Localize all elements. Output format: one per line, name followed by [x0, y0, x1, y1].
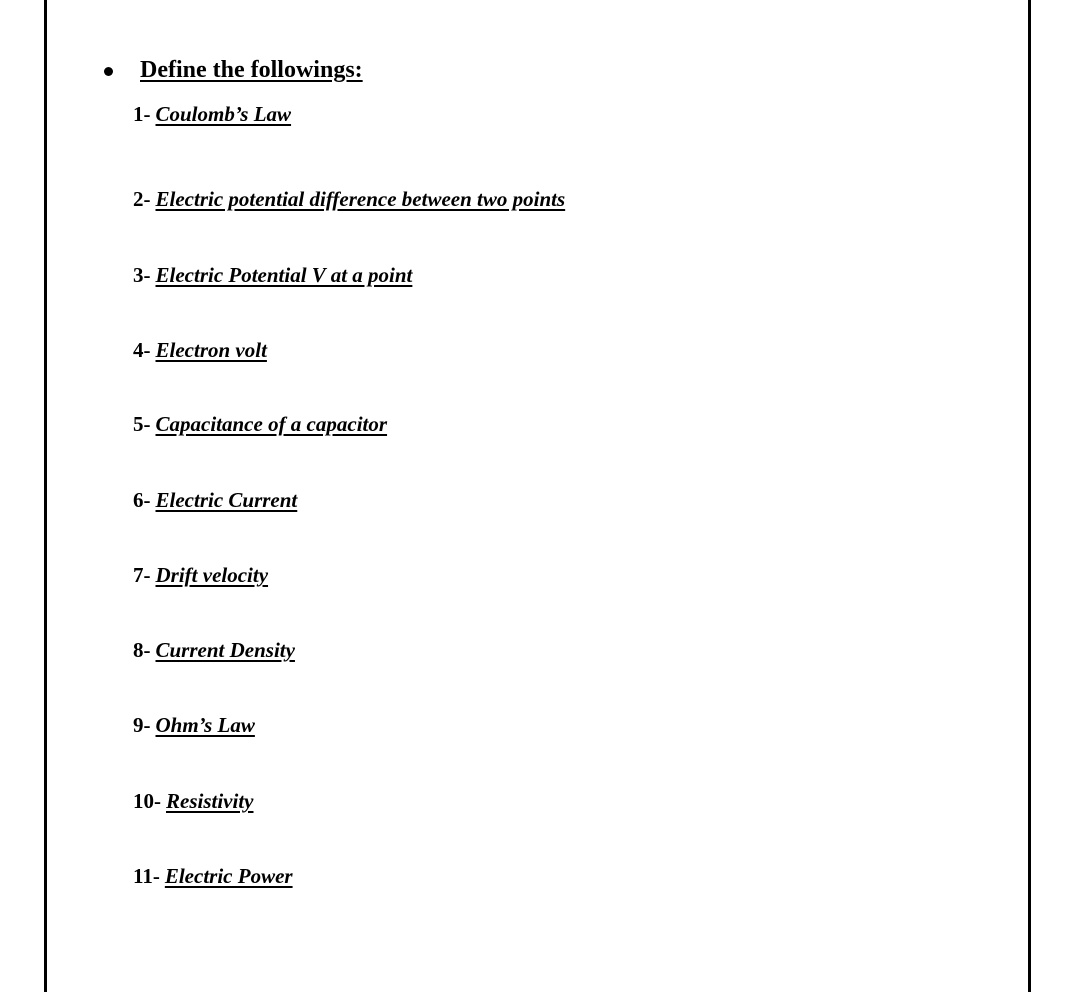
list-item — [133, 261, 412, 289]
item-term: Ohm’s Law — [155, 713, 255, 737]
list-item — [133, 787, 254, 815]
list-item — [133, 561, 268, 589]
list-item — [133, 486, 297, 514]
bullet-icon — [104, 67, 113, 76]
item-number: 4- — [133, 338, 151, 362]
item-number: 7- — [133, 563, 151, 587]
item-number: 1- — [133, 102, 151, 126]
list-item — [133, 636, 295, 664]
item-number: 2- — [133, 187, 151, 211]
item-term: Electric potential difference between two points — [155, 187, 566, 211]
item-number: 3- — [133, 263, 151, 287]
item-number: 5- — [133, 412, 151, 436]
item-number: 10- — [133, 789, 161, 813]
item-number: 8- — [133, 638, 151, 662]
section-heading — [104, 53, 363, 87]
list-item — [133, 100, 291, 128]
item-term: Resistivity — [166, 789, 254, 813]
list-item — [133, 336, 267, 364]
item-number: 6- — [133, 488, 151, 512]
item-term: Capacitance of a capacitor — [155, 412, 388, 436]
item-term: Electron volt — [155, 338, 267, 362]
list-item — [133, 862, 293, 890]
heading-text: Define the followings: — [140, 56, 363, 83]
list-item — [133, 185, 565, 213]
item-term: Electric Power — [164, 864, 293, 888]
item-term: Electric Current — [155, 488, 298, 512]
item-term: Coulomb’s Law — [155, 102, 292, 126]
list-item — [133, 711, 255, 739]
item-number: 11- — [133, 864, 160, 888]
item-number: 9- — [133, 713, 151, 737]
item-term: Current Density — [155, 638, 295, 662]
list-item — [133, 410, 387, 438]
item-term: Electric Potential V at a point — [155, 263, 413, 287]
item-term: Drift velocity — [155, 563, 269, 587]
